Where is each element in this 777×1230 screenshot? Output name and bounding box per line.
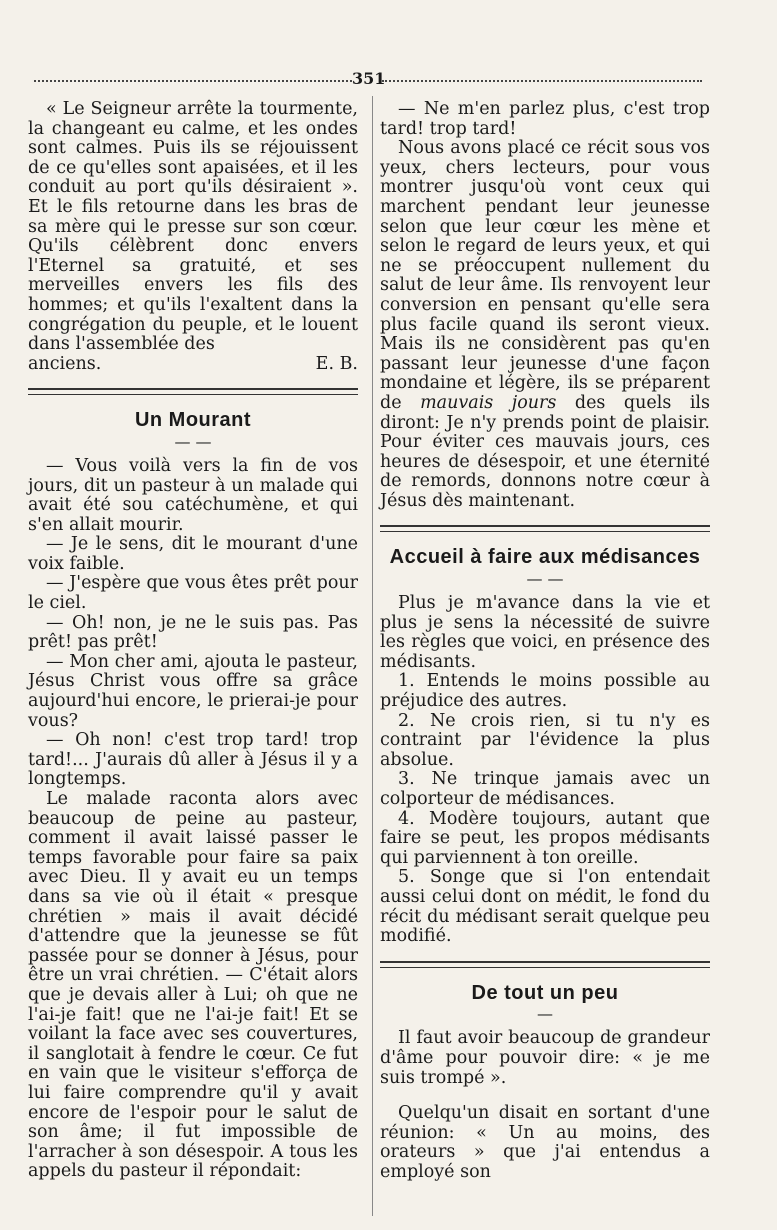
- paragraph: Il faut avoir beaucoup de grandeur d'âme pour pouvoir dire: « je me suis trompé ».: [380, 1028, 710, 1088]
- text-run: Nous avons placé ce récit sous vos yeux, chers lecteurs, pour vous montrer jusqu'où vont ceux qui marchent pendant leur jeunesse selon que leur cœur les mène et selon le regard de leurs yeux, et qui ne se préoccupent nullement du salut de leur âme. Ils renvoyent leur conversion en pensant qu'elle sera plus facile quand ils seront vieux. Mais ils ne considèrent pas qu'en passant leur jeunesse d'une façon mondaine et légère, ils se préparent de: [380, 138, 710, 413]
- page-number: 351: [352, 69, 386, 88]
- paragraph: — Ne m'en parlez plus, c'est trop tard! trop tard!: [380, 99, 710, 139]
- intro-last-word: anciens.: [28, 353, 102, 374]
- paragraph: — Vous voilà vers la fin de vos jours, dit un pasteur à un malade qui avait été sou catéchumène, et qui s'en allait mourir.: [28, 455, 358, 535]
- heading-dash: — —: [526, 569, 564, 589]
- list-item: 3. Ne trinque jamais avec un colporteur de médisances.: [380, 769, 710, 809]
- heading-dash: — —: [174, 431, 212, 451]
- italic-text: mauvais jours: [420, 392, 557, 413]
- heading-de-tout-un-peu: De tout un peu: [471, 981, 619, 1004]
- section-rule: [380, 961, 710, 968]
- intro-paragraph: « Le Seigneur arrête la tourmente, la changeant eu calme, et les ondes sont calmes. Puis ils se réjouissent de ce qu'elles sont apaisées, et il les conduit au port qu'ils désiraient ». Et le fils retourne dans les bras de sa mère qui le presse sur son cœur. Qu'ils célèbrent donc envers l'Eternel sa gratuité, et ses merveilles envers les fils des hommes; et qu'ils l'exaltent dans la congrégation du peuple, et le louent dans l'assemblée des: [28, 99, 358, 355]
- list-item: 4. Modère toujours, autant que faire se peut, les propos médisants qui parviennent à ton oreille.: [380, 808, 710, 868]
- text-run: des quels ils diront: Je n'y prends point de plaisir. Pour éviter ces mauvais jours, ces heures de désespoir, et une éternité de remords, donnons notre cœur à Jésus dès maintenant.: [380, 392, 710, 511]
- paragraph: [380, 139, 710, 511]
- header-rule-left: [34, 80, 352, 82]
- header-rule-right: [382, 80, 702, 82]
- list-item: 5. Songe que si l'on entendait aussi celui dont on médit, le fond du récit du médisant serait quelque peu modifié.: [380, 867, 710, 947]
- paragraph: — Oh! non, je ne le suis pas. Pas prêt! pas prêt!: [28, 612, 358, 653]
- intro-signature-line: [28, 355, 358, 375]
- section-rule: [380, 525, 710, 532]
- section-rule: [28, 388, 358, 395]
- paragraph: Plus je m'avance dans la vie et plus je sens la nécessité de suivre les règles que voici, en présence des médisants.: [380, 593, 710, 672]
- list-item: 1. Entends le moins possible au préjudice des autres.: [380, 671, 710, 712]
- left-column: [28, 100, 358, 1182]
- paragraph: — Mon cher ami, ajouta le pasteur, Jésus Christ vous offre sa grâce aujourd'hui encore, le prierai-je pour vous?: [28, 651, 358, 731]
- paragraph: — J'espère que vous êtes prêt pour le ciel.: [28, 573, 358, 614]
- heading-un-mourant: Un Mourant: [134, 409, 252, 432]
- right-column: [380, 100, 710, 1183]
- heading-accueil: Accueil à faire aux médisances: [389, 546, 701, 569]
- heading-dash: —: [537, 1004, 553, 1024]
- paragraph: — Oh non! c'est trop tard! trop tard!... J'aurais dû aller à Jésus il y a longtemps.: [28, 730, 358, 790]
- paragraph: Le malade raconta alors avec beaucoup de peine au pasteur, comment il avait laissé passer le temps favorable pour faire sa paix avec Dieu. Il y avait eu un temps dans sa vie où il était « presque chrétien » mais il avait décidé d'attendre que la jeunesse se fût passée pour se donner à Jésus, pour être un vrai chrétien. — C'était alors que je devais aller à Lui; oh que ne l'ai-je fait! que ne l'ai-je fait! Et se voilant la face avec ses couvertures, il sanglotait à fendre le cœur. Ce fut en vain que le visiteur s'efforça de lui faire comprendre qu'il y avait encore de l'espoir pour le salut de son âme; il fut impossible de l'arracher à son désespoir. A tous les appels du pasteur il répondait:: [28, 789, 358, 1182]
- column-divider: [372, 96, 373, 1216]
- spacer: [380, 1088, 710, 1104]
- signature: E. B.: [315, 353, 358, 374]
- list-item: 2. Ne crois rien, si tu n'y es contraint par l'évidence la plus absolue.: [380, 710, 710, 770]
- paragraph: Quelqu'un disait en sortant d'une réunion: « Un au moins, des orateurs » que j'ai entendus a employé son: [380, 1103, 710, 1182]
- paragraph: — Je le sens, dit le mourant d'une voix faible.: [28, 534, 358, 574]
